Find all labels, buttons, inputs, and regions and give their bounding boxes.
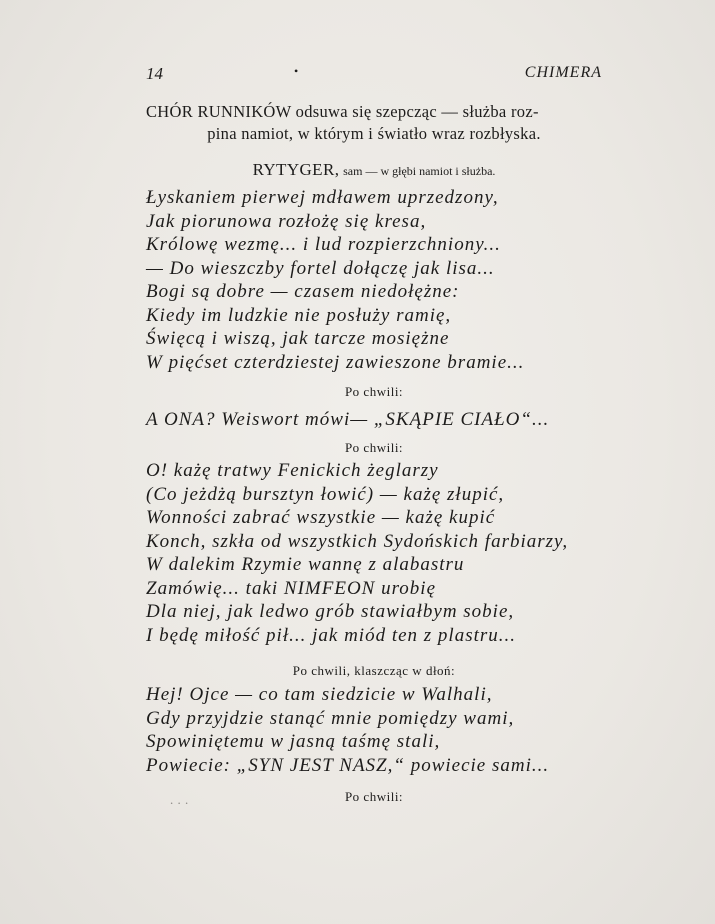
verse-line: Kiedy im ludzkie nie posłuży ramię, <box>146 304 452 326</box>
verse-line: Królowę wezmę... i lud rozpierzchniony... <box>146 234 501 255</box>
stage-direction-line: CHÓR RUNNIKÓW odsuwa się szepcząc — służba roz- <box>146 102 539 121</box>
speaker-name: RYTYGER, <box>252 160 340 179</box>
verse-stanza <box>146 459 568 647</box>
verse-line: Bogi są dobre — czasem niedołężne: <box>146 281 460 302</box>
verse-stanza <box>146 683 549 777</box>
stage-direction-pause: Po chwili: <box>344 440 404 455</box>
verse-line: (Co jeżdżą bursztyn łowić) — każę złupić, <box>146 483 505 505</box>
verse-line: I będę miłość pił... jak miód ten z plastru... <box>146 624 517 646</box>
verse-line: Zamówię... taki NIMFEON urobię <box>146 577 436 599</box>
leading-ellipsis: . . . <box>170 792 189 807</box>
opening-stage-direction <box>146 101 602 145</box>
verse-line: A ONA? Weiswort mówi— „SKĄPIE CIAŁO“... <box>146 409 550 430</box>
verse-line: W pięćset czterdziestej zawieszone bramie... <box>146 351 525 373</box>
verse-stanza <box>146 408 549 432</box>
verse-line: Jak piorunowa rozłożę się kresa, <box>146 210 427 232</box>
verse-line: Wonności zabrać wszystkie — każę kupić <box>146 507 496 528</box>
verse-line: Łyskaniem pierwej mdławem uprzedzony, <box>146 187 499 208</box>
verse-line: Święcą i wiszą, jak tarcze mosiężne <box>146 328 450 349</box>
verse-line: Powiecie: „SYN JEST NASZ,“ powiecie sami... <box>146 754 550 776</box>
verse-line: Dla niej, jak ledwo grób stawiałbym sobie, <box>146 601 515 622</box>
verse-line: Gdy przyjdzie stanąć mnie pomiędzy wami, <box>146 707 515 729</box>
page-header <box>146 64 602 86</box>
stage-direction-line: pina namiot, w którym i światło wraz rozbłyska. <box>207 124 541 143</box>
running-title: CHIMERA <box>524 64 602 81</box>
page-number: 14 <box>146 64 163 83</box>
verse-line: — Do wieszczby fortel dołączę jak lisa... <box>146 257 495 279</box>
verse-stanza <box>146 186 524 374</box>
stage-direction-text: Po chwili: <box>344 789 404 804</box>
verse-line: Konch, szkła od wszystkich Sydońskich farbiarzy, <box>146 530 569 552</box>
header-ornament-dot: • <box>294 64 299 78</box>
stage-direction-pause: Po chwili: <box>344 384 404 399</box>
verse-line: Spowiniętemu w jasną taśmę stali, <box>146 731 441 752</box>
verse-line: O! każę tratwy Fenickich żeglarzy <box>146 460 439 481</box>
verse-line: W dalekim Rzymie wannę z alabastru <box>146 554 465 575</box>
speaker-note: sam — w głębi namiot i służba. <box>343 164 496 178</box>
stage-direction-clapping: Po chwili, klaszcząc w dłoń: <box>292 663 456 678</box>
stage-direction-pause-final <box>146 789 602 805</box>
verse-line: Hej! Ojce — co tam siedzicie w Walhali, <box>146 684 493 705</box>
speaker-heading <box>146 160 602 180</box>
